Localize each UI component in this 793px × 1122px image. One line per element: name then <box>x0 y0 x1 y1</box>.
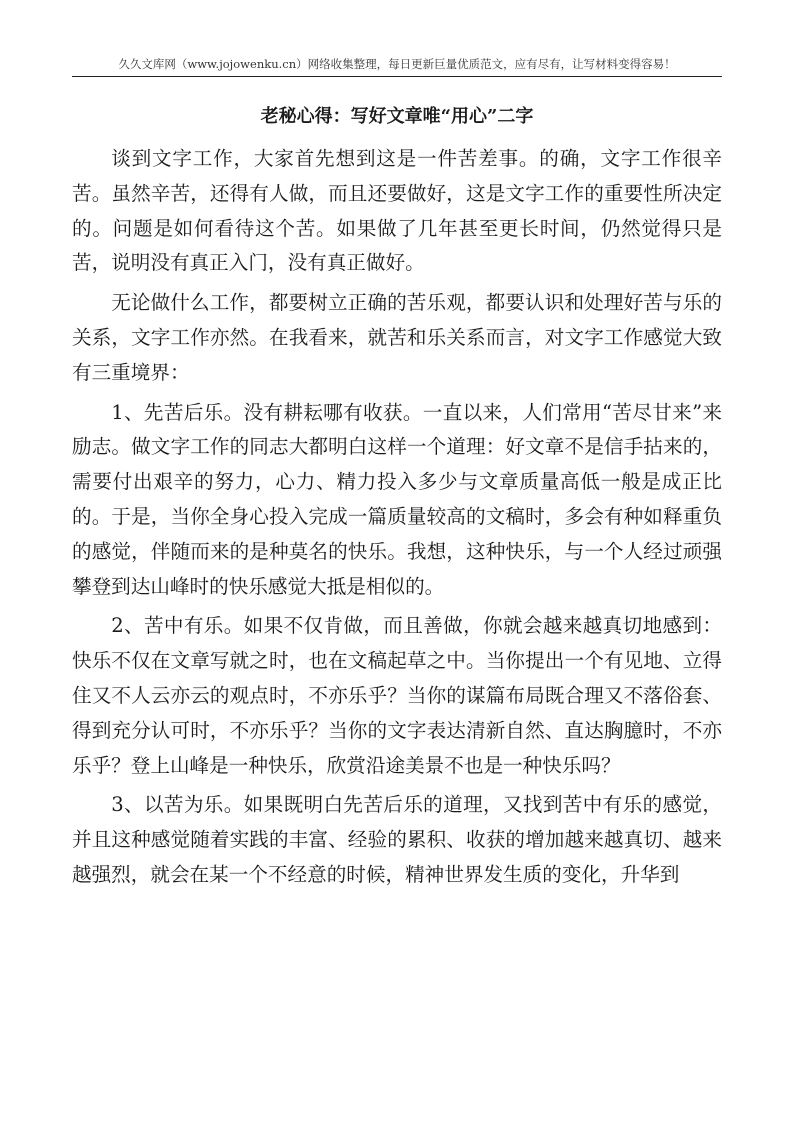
page-header <box>72 52 722 77</box>
paragraph-point-1: 1、先苦后乐。没有耕耘哪有收获。一直以来，人们常用“苦尽甘来”来励志。做文字工作的同志大都明白这样一个道理：好文章不是信手拈来的，需要付出艰辛的努力，心力、精力投入多少与文章质量高低一般是成正比的。于是，当你全身心投入完成一篇质量较高的文稿时，多会有种如释重负的感觉，伴随而来的是种莫名的快乐。我想，这种快乐，与一个人经过顽强攀登到达山峰时的快乐感觉大抵是相似的。 <box>72 400 722 598</box>
paragraph-three-realms: 无论做什么工作，都要树立正确的苦乐观，都要认识和处理好苦与乐的关系，文字工作亦然。在我看来，就苦和乐关系而言，对文字工作感觉大致有三重境界： <box>72 291 722 384</box>
paragraph-point-3: 3、以苦为乐。如果既明白先苦后乐的道理，又找到苦中有乐的感觉，并且这种感觉随着实践的丰富、经验的累积、收获的增加越来越真切、越来越强烈，就会在某一个不经意的时候，精神世界发生质的变化，升华到 <box>72 793 722 886</box>
document-body <box>72 142 722 898</box>
header-text: 久久文库网（www.jojowenku.cn）网络收集整理，每日更新巨量优质范文，应有尽有，让写材料变得容易！ <box>118 57 676 71</box>
document-title: 老秘心得：写好文章唯“用心”二字 <box>260 106 534 127</box>
paragraph-point-2: 2、苦中有乐。如果不仅肯做，而且善做，你就会越来越真切地感到：快乐不仅在文章写就之时，也在文稿起草之中。当你提出一个有见地、立得住又不人云亦云的观点时，不亦乐乎？当你的谋篇布局既合理又不落俗套、得到充分认可时，不亦乐乎？当你的文字表达清新自然、直达胸臆时，不亦乐乎？登上山峰是一种快乐，欣赏沿途美景不也是一种快乐吗？ <box>72 614 722 777</box>
paragraph-intro: 谈到文字工作，大家首先想到这是一件苦差事。的确，文字工作很辛苦。虽然辛苦，还得有人做，而且还要做好，这是文字工作的重要性所决定的。问题是如何看待这个苦。如果做了几年甚至更长时间，仍然觉得只是苦，说明没有真正入门，没有真正做好。 <box>72 147 722 275</box>
